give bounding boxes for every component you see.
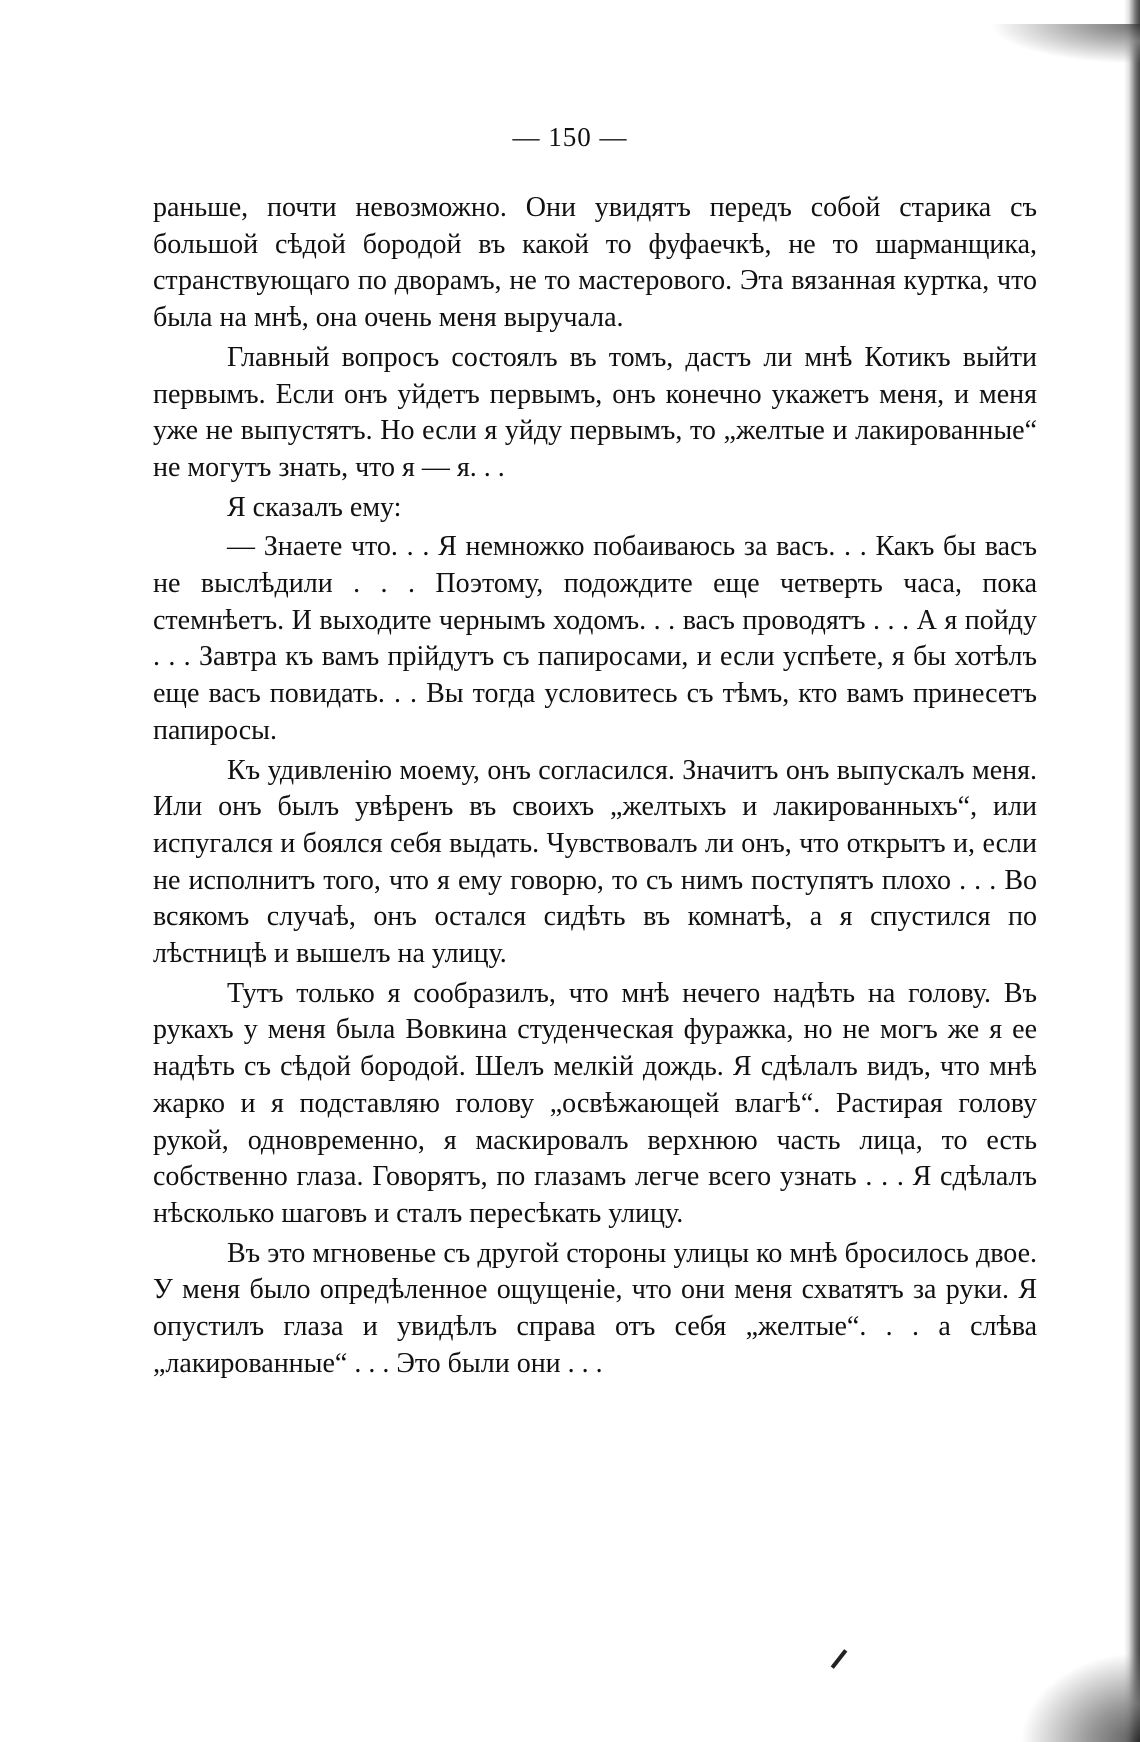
- page-number: — 150 —: [512, 122, 628, 152]
- paragraph-1: раньше, почти невозможно. Они увидятъ передъ собой старика съ большой сѣдой бородой въ какой то фуфаечкѣ, не то шарманщика, странствующаго по дворамъ, не то мастерового. Эта вязанная куртка, что была на мнѣ, она очень меня выручала.: [153, 192, 1037, 334]
- paragraph-7: Въ это мгновенье съ другой стороны улицы ко мнѣ бросилось двое. У меня было опредѣленное ощущеніе, что они меня схватятъ за руки. Я опустилъ глаза и увидѣлъ справа отъ себя „желтые“. . . а слѣва „лакированные“ . . . Это были они . . .: [153, 1237, 1037, 1379]
- paragraph-6: Тутъ только я сообразилъ, что мнѣ нечего надѣть на голову. Въ рукахъ у меня была Вовкина студенческая фуражка, но не могъ же я ее надѣть съ сѣдой бородой. Шелъ мелкій дождь. Я сдѣлалъ видъ, что мнѣ жарко и я подставляю голову „освѣжающей влагѣ“. Растирая голову рукой, одновременно, я маскировалъ верхнюю часть лица, то есть собственно глаза. Говорятъ, по глазамъ легче всего узнать . . . Я сдѣлалъ нѣсколько шаговъ и сталъ пересѣкать улицу.: [153, 977, 1037, 1229]
- paragraph-3: Я сказалъ ему:: [227, 491, 402, 523]
- page-body: [153, 190, 1037, 1386]
- scan-edge-shadow: [1124, 0, 1140, 1742]
- paragraph-2: Главный вопросъ состоялъ въ томъ, дастъ ли мнѣ Котикъ выйти первымъ. Если онъ уйдетъ первымъ, онъ конечно укажетъ меня, и меня уже не выпустятъ. Но если я уйду первымъ, то „желтые и лакированные“ не могутъ знать, что я — я. . .: [153, 341, 1037, 483]
- scan-corner-bottom: [1020, 1652, 1140, 1742]
- paragraph-4: — Знаете что. . . Я немножко побаиваюсь за васъ. . . Какъ бы васъ не выслѣдили . . . Поэтому, подождите еще четверть часа, пока стемнѣетъ. И выходите чернымъ ходомъ. . . васъ проводятъ . . . А я пойду . . . Завтра къ вамъ прійдутъ съ папиросами, и если успѣете, я бы хотѣлъ еще васъ повидать. . . Вы тогда условитесь съ тѣмъ, кто вамъ принесетъ папиросы.: [153, 531, 1037, 746]
- paragraph-5: Къ удивленію моему, онъ согласился. Значитъ онъ выпускалъ меня. Или онъ былъ увѣренъ въ своихъ „желтыхъ и лакированныхъ“, или испугался и боялся себя выдать. Чувствовалъ ли онъ, что открытъ и, если не исполнитъ того, что я ему говорю, то съ нимъ поступятъ плохо . . . Во всякомъ случаѣ, онъ остался сидѣть въ комнатѣ, а я спустился по лѣстницѣ и вышелъ на улицу.: [153, 754, 1037, 970]
- scan-corner-top: [990, 24, 1140, 64]
- scan-scratch-mark: [831, 1649, 848, 1669]
